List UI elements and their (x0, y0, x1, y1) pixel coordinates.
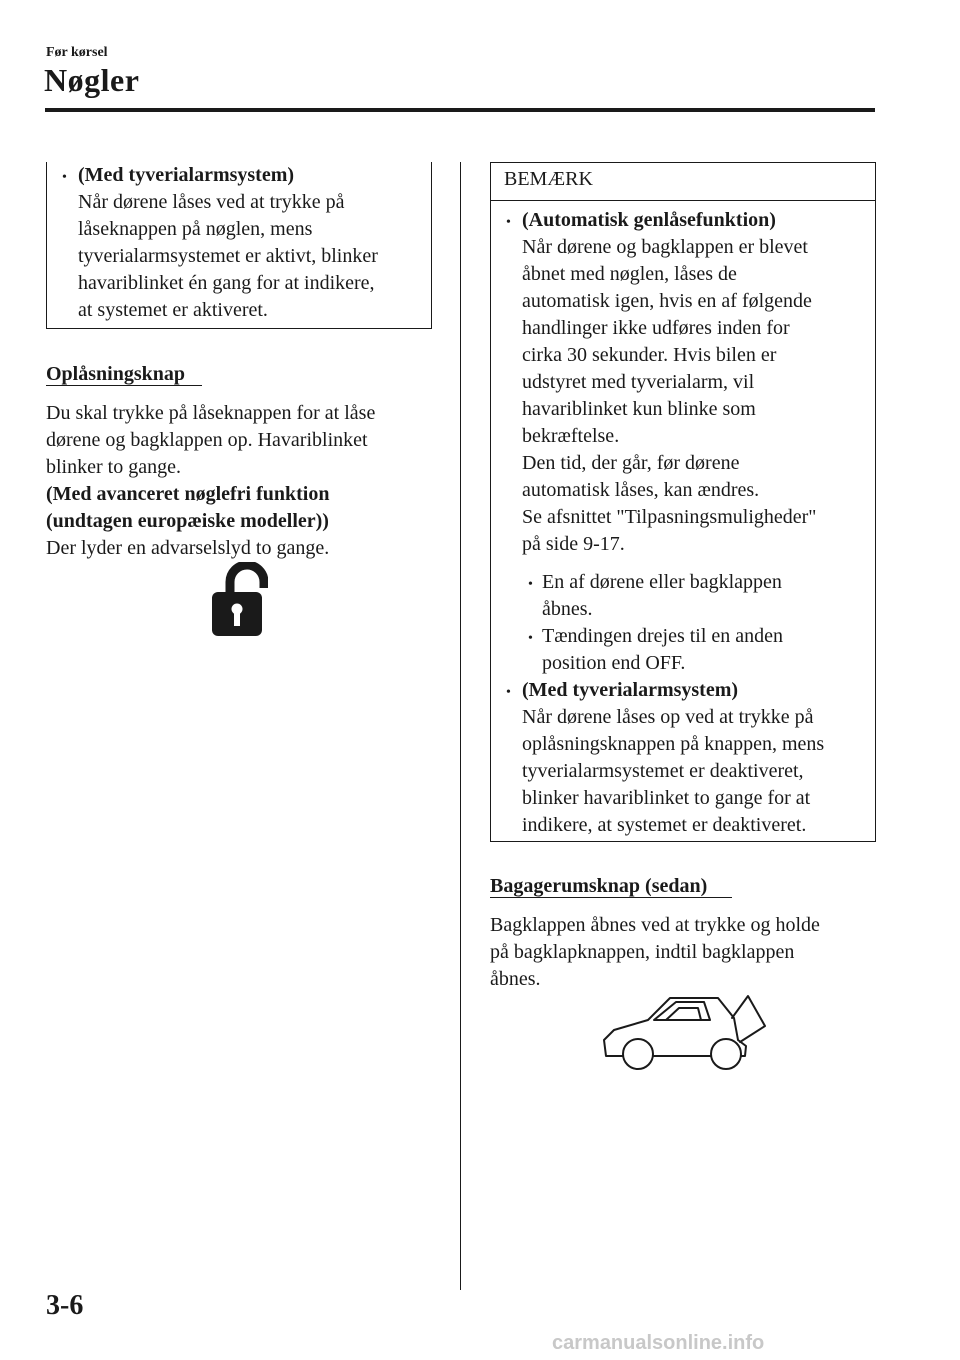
alarm-line: at systemet er aktiveret. (78, 299, 268, 321)
footer-watermark: carmanualsonline.info (552, 1332, 765, 1354)
alarm-heading: (Med tyverialarmsystem) (78, 164, 295, 186)
note-line: bekræftelse. (522, 425, 620, 447)
note-line: tyverialarmsystemet er deaktiveret, (522, 760, 804, 782)
note-line: udstyret med tyverialarm, vil (522, 371, 755, 393)
note-line: havariblinket kun blinke som (522, 398, 756, 420)
trunk-line: Bagklappen åbnes ved at trykke og holde (490, 914, 820, 936)
note-line: Når dørene låses op ved at trykke på (522, 706, 814, 728)
unlock-icon (208, 562, 268, 638)
alarm-line: havariblinket én gang for at indikere, (78, 272, 375, 294)
note-title: BEMÆRK (504, 168, 593, 190)
note-item-heading: (Automatisk genlåsefunktion) (522, 209, 776, 231)
note-line: Se afsnittet "Tilpasningsmuligheder" (522, 506, 817, 528)
bullet-icon: • (62, 170, 67, 185)
note-line: oplåsningsknappen på knappen, mens (522, 733, 825, 755)
heading-underline (46, 385, 202, 386)
trunk-heading: Bagagerumsknap (sedan) (490, 875, 708, 897)
unlock-after-line: Der lyder en advarselslyd to gange. (46, 537, 330, 559)
note-line: cirka 30 sekunder. Hvis bilen er (522, 344, 777, 366)
page-title: Nøgler (44, 62, 140, 98)
alarm-line: Når dørene låses ved at trykke på (78, 191, 345, 213)
trunk-line: på bagklapknappen, indtil bagklappen (490, 941, 795, 963)
bullet-icon: • (506, 215, 511, 230)
note-line: indikere, at systemet er deaktiveret. (522, 814, 807, 836)
note-subitem-line: En af dørene eller bagklappen (542, 571, 782, 593)
note-line: Den tid, der går, før dørene (522, 452, 740, 474)
bullet-icon: • (528, 631, 533, 646)
bullet-icon: • (506, 685, 511, 700)
note-line: på side 9-17. (522, 533, 625, 555)
unlock-heading: Oplåsningsknap (46, 363, 185, 385)
section-label: Før kørsel (46, 45, 108, 60)
note-subitem-line: position end OFF. (542, 652, 686, 674)
note-line: åbnet med nøglen, låses de (522, 263, 737, 285)
note-line: blinker havariblinket to gange for at (522, 787, 811, 809)
bullet-icon: • (528, 577, 533, 592)
note-subitem-line: Tændingen drejes til en anden (542, 625, 784, 647)
column-divider (460, 162, 461, 1290)
note-subitem-line: åbnes. (542, 598, 593, 620)
note-line: Når dørene og bagklappen er blevet (522, 236, 808, 258)
alarm-line: tyverialarmsystemet er aktivt, blinker (78, 245, 378, 267)
unlock-subheading: (Med avanceret nøglefri funktion (46, 483, 330, 505)
heading-underline (490, 897, 732, 898)
note-line: automatisk låses, kan ændres. (522, 479, 760, 501)
note-title-rule (490, 200, 876, 201)
unlock-line: Du skal trykke på låseknappen for at låse (46, 402, 376, 424)
page-number: 3-6 (46, 1290, 84, 1321)
note-line: automatisk igen, hvis en af følgende (522, 290, 812, 312)
unlock-line: dørene og bagklappen op. Havariblinket (46, 429, 368, 451)
unlock-line: blinker to gange. (46, 456, 181, 478)
unlock-subheading: (undtagen europæiske modeller)) (46, 510, 329, 532)
note-item-heading: (Med tyverialarmsystem) (522, 679, 739, 701)
trunk-open-icon (600, 990, 770, 1075)
trunk-line: åbnes. (490, 968, 541, 990)
note-line: handlinger ikke udføres inden for (522, 317, 790, 339)
title-rule (45, 108, 875, 112)
alarm-line: låseknappen på nøglen, mens (78, 218, 313, 240)
